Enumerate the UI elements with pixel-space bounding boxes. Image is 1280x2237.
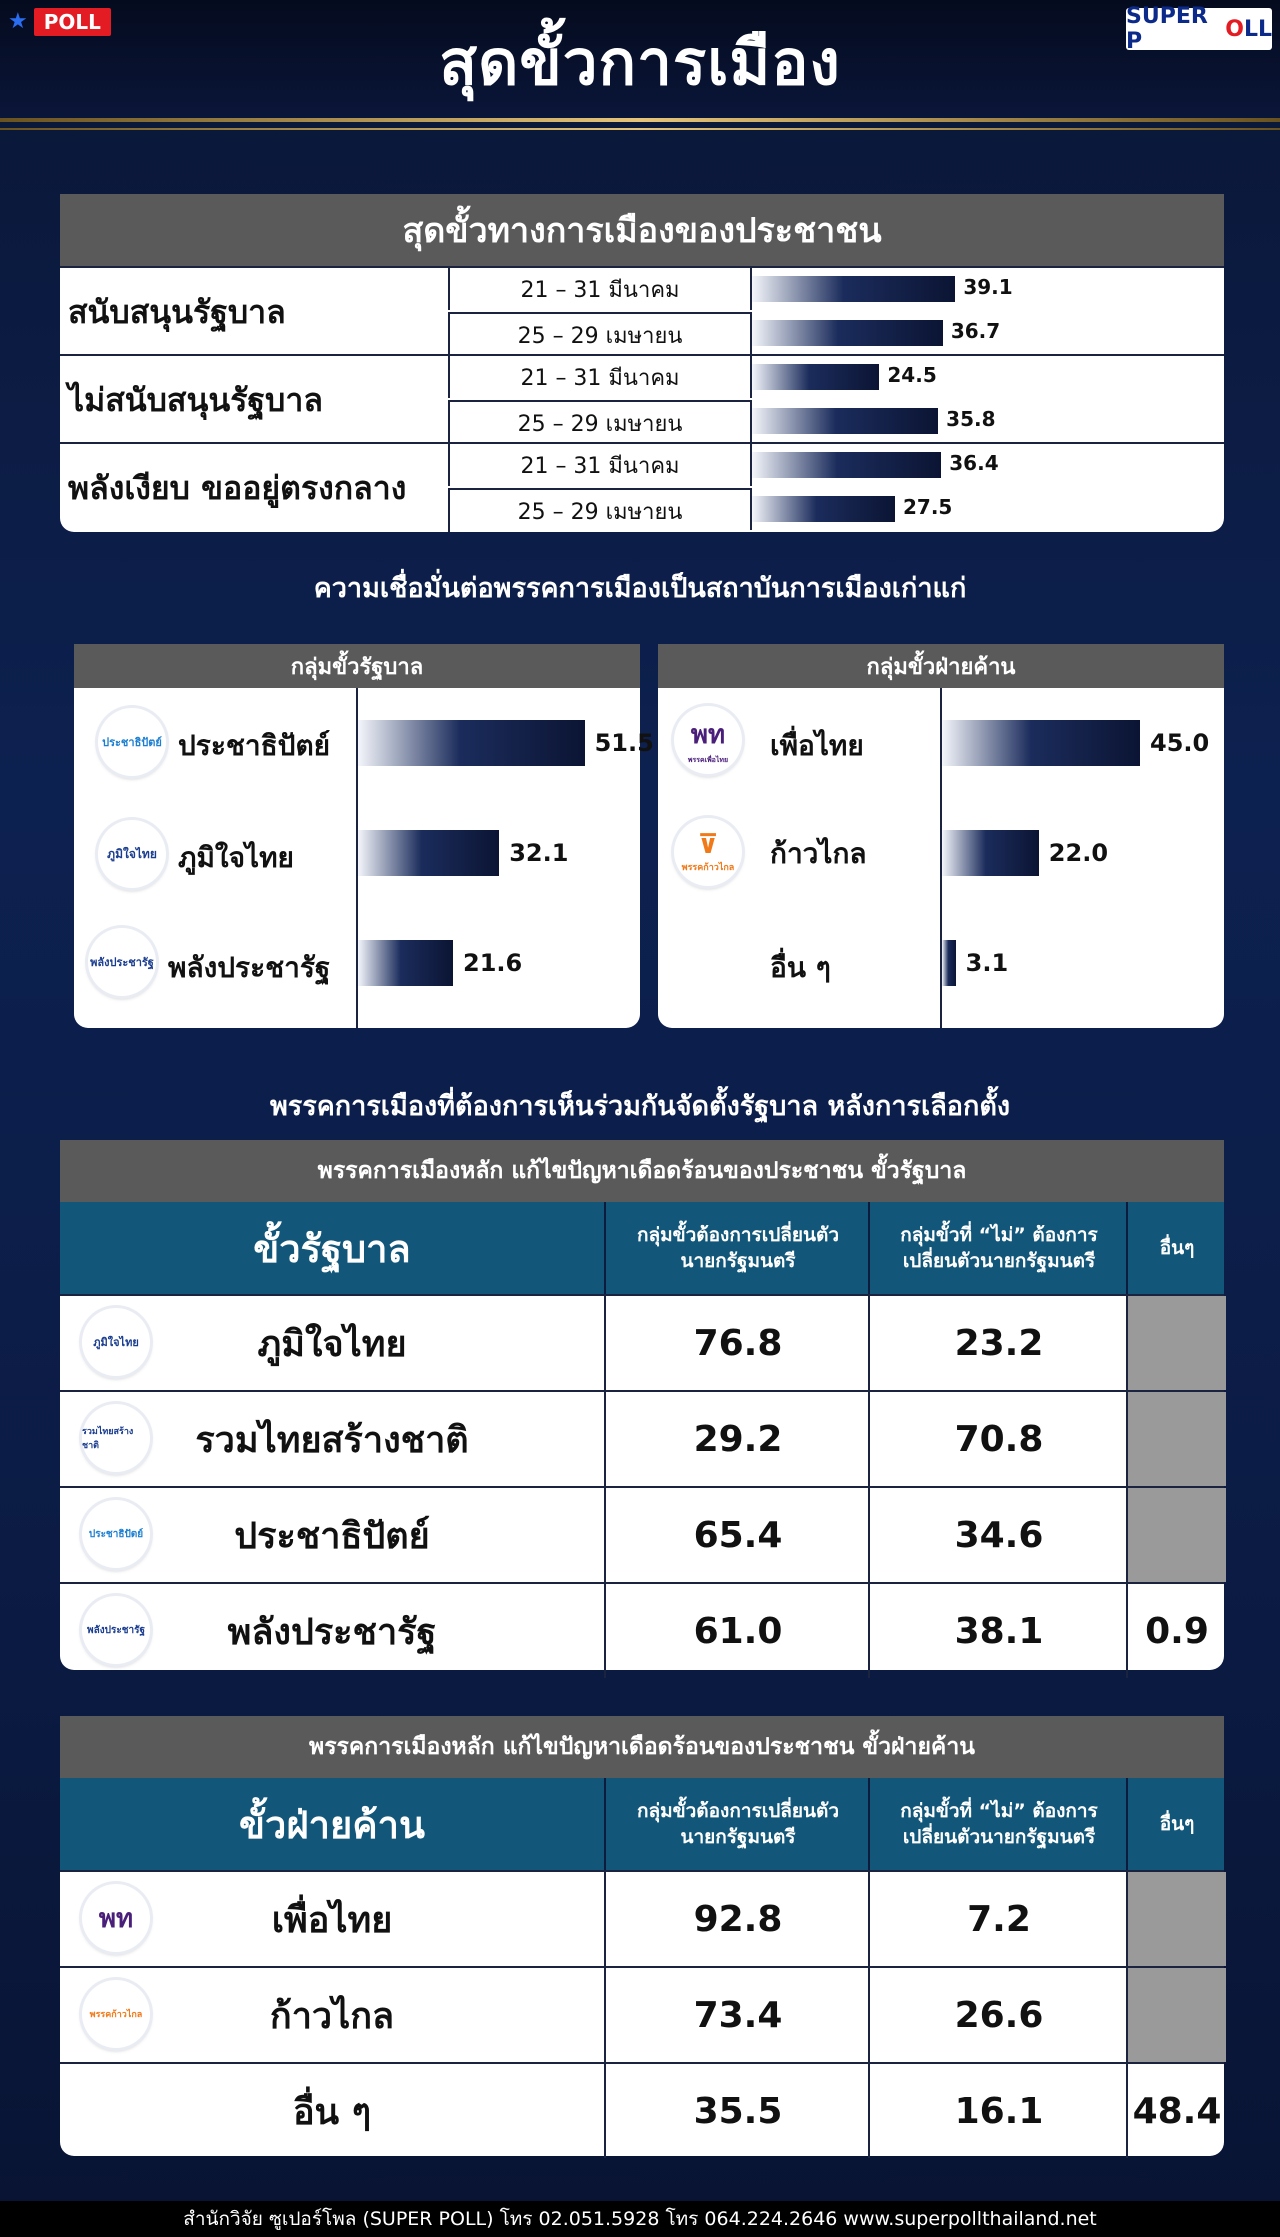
opp-table-body	[60, 1870, 1224, 2158]
party-name: อื่น ๆ	[292, 2091, 372, 2133]
moveforward-mark-icon: ⊽	[697, 830, 719, 860]
col-nochange	[868, 1778, 1128, 1870]
pprp-logo-text: พลังประชารัฐ	[87, 1624, 145, 1636]
no-change-pm-value: 23.2	[868, 1296, 1128, 1390]
pprp-logo	[88, 928, 156, 996]
s1-value-label: 39.1	[963, 275, 1013, 299]
pheuthai-logo-sub: พรรคเพื่อไทย	[687, 756, 729, 764]
brand-text-o: O	[1225, 16, 1244, 42]
pprp-logo-text: พลังประชารัฐ	[90, 956, 154, 969]
pheuthai-logo-text: พท	[690, 720, 726, 750]
change-pm-value: 76.8	[604, 1296, 870, 1390]
opp-table	[60, 1716, 1224, 2156]
s1-date: 21 – 31 มีนาคม	[448, 268, 750, 310]
table-row	[60, 1390, 1224, 1486]
party-value-label: 45.0	[1150, 729, 1210, 757]
other-value	[1126, 1296, 1226, 1390]
col-change	[604, 1202, 870, 1294]
brand-text-b: LL	[1243, 16, 1272, 42]
page-title: สุดขั้วการเมือง	[439, 26, 841, 99]
gold-divider	[0, 118, 1280, 122]
s1-date: 25 – 29 เมษายน	[448, 400, 750, 444]
super-poll-logo	[1126, 4, 1272, 54]
gold-divider-thin	[0, 128, 1280, 130]
party-cell	[60, 1584, 604, 1678]
other-value: 48.4	[1126, 2064, 1226, 2158]
col-change-line2: นายกรัฐมนตรี	[680, 1250, 796, 1272]
party-value-label: 32.1	[509, 839, 569, 867]
poll-label: POLL	[34, 8, 111, 36]
change-pm-value: 29.2	[604, 1392, 870, 1486]
s1-group	[60, 266, 1224, 356]
confidence-heading: ความเชื่อมั่นต่อพรรคการเมืองเป็นสถาบันการเมืองเก่าแก่	[313, 573, 967, 604]
no-change-pm-value: 38.1	[868, 1584, 1128, 1678]
party-name: ภูมิใจไทย	[178, 841, 294, 874]
col-change-line1: กลุ่มขั้วต้องการเปลี่ยนตัว	[636, 1800, 840, 1822]
moveforward-logo-text: พรรคก้าวไกล	[681, 863, 735, 873]
party-name: ประชาธิปัตย์	[178, 729, 331, 762]
gov-panel-title: กลุ่มขั้วรัฐบาล	[74, 644, 640, 688]
s1-group-label: สนับสนุนรัฐบาล	[68, 292, 286, 331]
party-cell	[60, 1296, 604, 1390]
no-change-pm-value: 26.6	[868, 1968, 1128, 2062]
change-pm-value: 61.0	[604, 1584, 870, 1678]
other-value: 0.9	[1126, 1584, 1226, 1678]
brand-text-a: SUPER P	[1126, 4, 1208, 54]
col-change	[604, 1778, 870, 1870]
other-value	[1126, 1872, 1226, 1966]
s1-bar	[752, 364, 879, 390]
s1-bar	[752, 320, 943, 346]
col-other: อื่นๆ	[1126, 1202, 1226, 1294]
s1-group	[60, 354, 1224, 444]
party-cell	[60, 1968, 604, 2062]
no-change-pm-value: 16.1	[868, 2064, 1128, 2158]
bhumjaithai-logo-text: ภูมิใจไทย	[93, 1336, 139, 1349]
col-nochange-line1: กลุ่มขั้วที่ “ไม่” ต้องการ	[900, 1800, 1098, 1822]
gov-table	[60, 1140, 1224, 1670]
party-name: ก้าวไกล	[770, 837, 867, 870]
s1-value-label: 36.7	[950, 319, 1001, 343]
gov-table-body	[60, 1294, 1224, 1678]
party-name: พลังประชารัฐ	[168, 951, 331, 984]
s1-group	[60, 442, 1224, 532]
table-row	[60, 1486, 1224, 1582]
moveforward-logo-text: พรรคก้าวไกล	[89, 2010, 143, 2020]
gov-row-pprp	[74, 908, 640, 1018]
s1-bar-cell	[750, 268, 1226, 310]
democrat-logo	[98, 708, 166, 776]
opp-row-moveforward	[658, 798, 1224, 908]
col-nochange	[868, 1202, 1128, 1294]
party-name: เพื่อไทย	[271, 1899, 393, 1941]
change-pm-value: 35.5	[604, 2064, 870, 2158]
s1-bar	[752, 276, 955, 302]
gov-panel	[74, 644, 654, 1028]
opp-row-others	[658, 908, 1224, 1018]
bhumjaithai-logo-text: ภูมิใจไทย	[107, 846, 157, 861]
col-change-line2: นายกรัฐมนตรี	[680, 1826, 796, 1848]
party-value-label: 51.5	[594, 729, 654, 757]
s1-bar-cell	[750, 488, 1226, 530]
s1-value-label: 36.4	[949, 451, 999, 475]
s1-bar	[752, 408, 938, 434]
party-value-label: 3.1	[965, 949, 1009, 977]
gov-table-header	[60, 1202, 1224, 1294]
bhumjaithai-logo	[98, 820, 166, 888]
no-change-pm-value: 7.2	[868, 1872, 1128, 1966]
pheuthai-logo-text: พท	[98, 1903, 134, 1934]
s1-bar-cell	[750, 312, 1226, 354]
party-value-label: 22.0	[1048, 839, 1109, 867]
party-name: ก้าวไกล	[269, 1995, 395, 2037]
table-row	[60, 1582, 1224, 1678]
s1-date: 25 – 29 เมษายน	[448, 312, 750, 356]
no-change-pm-value: 34.6	[868, 1488, 1128, 1582]
col-gov: ขั้วรัฐบาล	[253, 1226, 411, 1271]
table-row	[60, 1966, 1224, 2062]
party-bar	[942, 940, 956, 986]
s1-date: 25 – 29 เมษายน	[448, 488, 750, 532]
party-cell	[60, 1488, 604, 1582]
party-bar	[358, 720, 585, 766]
col-nochange-line2: เปลี่ยนตัวนายกรัฐมนตรี	[902, 1250, 1096, 1272]
s1-group-label: พลังเงียบ ขออยู่ตรงกลาง	[68, 468, 407, 507]
header	[0, 0, 1280, 122]
change-pm-value: 92.8	[604, 1872, 870, 1966]
party-cell	[60, 1872, 604, 1966]
s1-bar-cell	[750, 356, 1226, 398]
star-icon: ★	[8, 9, 28, 34]
table-row	[60, 1294, 1224, 1390]
change-pm-value: 73.4	[604, 1968, 870, 2062]
s1-value-label: 27.5	[903, 495, 953, 519]
opp-panel	[658, 644, 1224, 1028]
other-value	[1126, 1392, 1226, 1486]
other-value	[1126, 1488, 1226, 1582]
s1-group-label: ไม่สนับสนุนรัฐบาล	[68, 380, 323, 419]
moveforward-logo	[674, 818, 742, 886]
party-bar	[942, 830, 1039, 876]
no-change-pm-value: 70.8	[868, 1392, 1128, 1486]
col-nochange-line2: เปลี่ยนตัวนายกรัฐมนตรี	[902, 1826, 1096, 1848]
party-bar	[358, 830, 499, 876]
party-name: พลังประชารัฐ	[227, 1611, 437, 1653]
s1-title: สุดขั้วทางการเมืองของประชาชน	[60, 194, 1224, 266]
s1-bar	[752, 452, 941, 478]
s1-date: 21 – 31 มีนาคม	[448, 356, 750, 398]
footer: สำนักวิจัย ซูเปอร์โพล (SUPER POLL) โทร 02.051.5928 โทร 064.224.2646 www.superpollthailand.net	[0, 2201, 1280, 2237]
party-bar	[358, 940, 453, 986]
s1-bar-cell	[750, 444, 1226, 486]
gov-table-caption: พรรคการเมืองหลัก แก้ไขปัญหาเดือดร้อนของประชาชน ขั้วรัฐบาล	[60, 1140, 1224, 1202]
s1-bar	[752, 496, 895, 522]
opp-table-caption: พรรคการเมืองหลัก แก้ไขปัญหาเดือดร้อนของประชาชน ขั้วฝ่ายค้าน	[60, 1716, 1224, 1778]
col-change-line1: กลุ่มขั้วต้องการเปลี่ยนตัว	[636, 1224, 840, 1246]
s1-bar-cell	[750, 400, 1226, 442]
other-value	[1126, 1968, 1226, 2062]
party-name: รวมไทยสร้างชาติ	[195, 1419, 469, 1461]
political-extremes-chart	[60, 194, 1224, 532]
democrat-logo-text: ประชาธิปัตย์	[88, 1528, 144, 1540]
s1-value-label: 24.5	[887, 363, 937, 387]
democrat-logo-text: ประชาธิปัตย์	[102, 736, 162, 749]
table-row	[60, 2062, 1224, 2158]
party-value-label: 21.6	[463, 949, 523, 977]
party-cell	[60, 2064, 604, 2158]
party-cell	[60, 1392, 604, 1486]
col-nochange-line1: กลุ่มขั้วที่ “ไม่” ต้องการ	[900, 1224, 1098, 1246]
col-other: อื่นๆ	[1126, 1778, 1226, 1870]
utn-logo-text: รวมไทยสร้างชาติ	[82, 1427, 134, 1451]
s1-value-label: 35.8	[946, 407, 996, 431]
s1-date: 21 – 31 มีนาคม	[448, 444, 750, 486]
table-row	[60, 1870, 1224, 1966]
change-pm-value: 65.4	[604, 1488, 870, 1582]
col-opp: ขั้วฝ่ายค้าน	[239, 1802, 425, 1847]
party-name: ภูมิใจไทย	[257, 1323, 407, 1365]
pheuthai-logo	[674, 706, 742, 774]
party-name: เพื่อไทย	[770, 729, 864, 762]
coalition-heading: พรรคการเมืองที่ต้องการเห็นร่วมกันจัดตั้งรัฐบาล หลังการเลือกตั้ง	[269, 1091, 1011, 1122]
party-name: ประชาธิปัตย์	[234, 1515, 430, 1557]
party-bar	[942, 720, 1140, 766]
party-name: อื่น ๆ	[770, 951, 831, 984]
opp-panel-title: กลุ่มขั้วฝ่ายค้าน	[658, 644, 1224, 688]
opp-table-header	[60, 1778, 1224, 1870]
